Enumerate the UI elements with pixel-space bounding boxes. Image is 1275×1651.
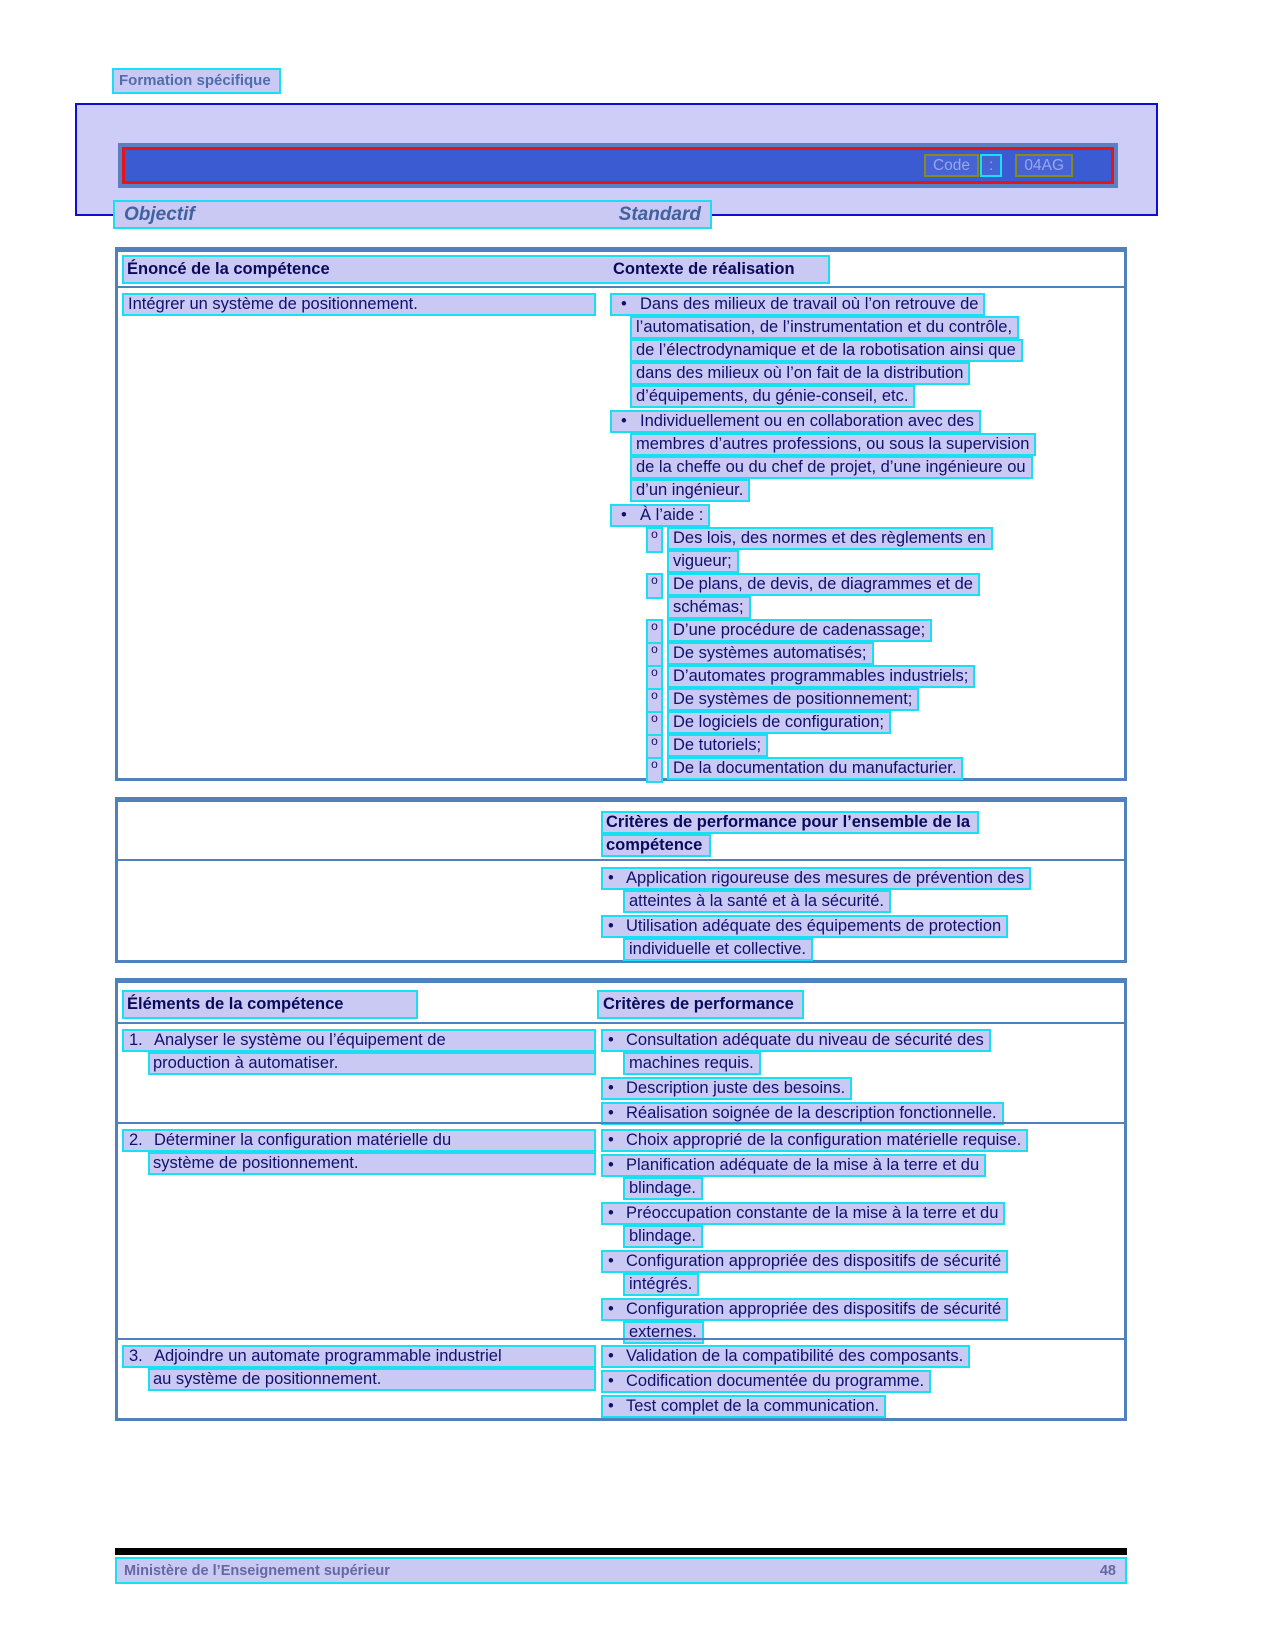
section-label-text: Formation spécifique xyxy=(119,72,271,89)
text-line: 2. Déterminer la configuration matérielle du xyxy=(122,1129,596,1152)
text-line: o D’automates programmables industriels; xyxy=(610,665,1036,688)
sub-bullet-icon: o xyxy=(646,619,663,645)
table1-body xyxy=(118,288,1124,777)
standard-heading: Standard xyxy=(618,203,701,225)
bullet-icon: • xyxy=(608,1372,614,1390)
text-line: • Réalisation soignée de la description fonctionnelle. xyxy=(601,1102,1004,1125)
sub-bullet-icon: o xyxy=(646,688,663,714)
text-line: membres d’autres professions, ou sous la supervision xyxy=(610,433,1036,456)
title-bar xyxy=(118,143,1118,188)
text-line: 1. Analyser le système ou l’équipement de xyxy=(122,1029,596,1052)
footer-bar xyxy=(115,1557,1127,1584)
bullet-icon: • xyxy=(608,917,614,935)
item-number: 3. xyxy=(129,1347,143,1365)
table2-right-cell xyxy=(601,867,1124,961)
table-competence-contexte xyxy=(115,247,1127,781)
sub-bullet-icon: o xyxy=(646,757,663,783)
table1-header-row xyxy=(122,255,830,284)
text-line: au système de positionnement. xyxy=(122,1368,596,1391)
table3-header-left: Éléments de la compétence xyxy=(122,990,418,1019)
text-line: de l’électrodynamique et de la robotisation ainsi que xyxy=(610,339,1036,362)
table1-header-right: Contexte de réalisation xyxy=(613,260,795,278)
sub-bullet-icon: o xyxy=(646,734,663,760)
text-line: • Préoccupation constante de la mise à la terre et du xyxy=(601,1202,1028,1225)
text-line: • Codification documentée du programme. xyxy=(601,1370,970,1393)
table3-left-cell xyxy=(122,1345,596,1391)
table3-rows xyxy=(118,1022,1124,1419)
bullet-icon: • xyxy=(608,1131,614,1149)
table3-header-right: Critères de performance xyxy=(597,990,804,1019)
table3-right-cell xyxy=(601,1129,1028,1344)
text-line: compétence xyxy=(601,834,1124,857)
page-number: 48 xyxy=(1099,1562,1116,1579)
sub-bullet-icon: o xyxy=(646,527,663,553)
text-line: • Consultation adéquate du niveau de sécurité des xyxy=(601,1029,1004,1052)
text-line: 3. Adjoindre un automate programmable industriel xyxy=(122,1345,596,1368)
text-line: o De tutoriels; xyxy=(610,734,1036,757)
sub-bullet-icon: o xyxy=(646,711,663,737)
text-line: • Configuration appropriée des dispositifs de sécurité xyxy=(601,1298,1028,1321)
text-line: dans des milieux où l’on fait de la distribution xyxy=(610,362,1036,385)
bullet-icon: • xyxy=(608,1204,614,1222)
bullet-icon: • xyxy=(621,295,627,313)
text-line: externes. xyxy=(601,1321,1028,1344)
text-line: o De systèmes de positionnement; xyxy=(610,688,1036,711)
table2-header-cell xyxy=(601,811,1124,857)
text-line: • Individuellement ou en collaboration avec des xyxy=(610,410,1036,433)
table3-left-cell xyxy=(122,1129,596,1175)
text-line: • Test complet de la communication. xyxy=(601,1395,970,1418)
text-line: Intégrer un système de positionnement. xyxy=(122,293,596,316)
bullet-icon: • xyxy=(608,1156,614,1174)
section-label xyxy=(112,68,281,94)
table3-left-cell xyxy=(122,1029,596,1075)
footer-rule xyxy=(115,1548,1127,1555)
item-number: 1. xyxy=(129,1031,143,1049)
text-line: o De la documentation du manufacturier. xyxy=(610,757,1036,780)
text-line: Critères de performance pour l’ensemble de la xyxy=(601,811,1124,834)
bullet-icon: • xyxy=(608,1104,614,1122)
table3-right-cell xyxy=(601,1345,970,1418)
bullet-icon: • xyxy=(621,412,627,430)
table-row xyxy=(118,1122,1124,1341)
text-line: • Dans des milieux de travail où l’on retrouve de xyxy=(610,293,1036,316)
bullet-icon: • xyxy=(608,1252,614,1270)
text-line: o De logiciels de configuration; xyxy=(610,711,1036,734)
text-line: • Choix approprié de la configuration matérielle requise. xyxy=(601,1129,1028,1152)
sub-bullet-icon: o xyxy=(646,573,663,599)
table-row xyxy=(118,1338,1124,1419)
text-line: intégrés. xyxy=(601,1273,1028,1296)
text-line: blindage. xyxy=(601,1177,1028,1200)
text-line: vigueur; xyxy=(610,550,1036,573)
text-line: individuelle et collective. xyxy=(601,938,1124,961)
text-line: o De systèmes automatisés; xyxy=(610,642,1036,665)
text-line: blindage. xyxy=(601,1225,1028,1248)
text-line: l’automatisation, de l’instrumentation et du contrôle, xyxy=(610,316,1036,339)
table1-right-cell xyxy=(610,293,1036,780)
sub-bullet-icon: o xyxy=(646,665,663,691)
text-line: système de positionnement. xyxy=(122,1152,596,1175)
bullet-icon: • xyxy=(621,506,627,524)
footer-text: Ministère de l’Enseignement supérieur xyxy=(124,1562,390,1579)
bullet-icon: • xyxy=(608,1347,614,1365)
text-line: atteintes à la santé et à la sécurité. xyxy=(601,890,1124,913)
text-line: • Description juste des besoins. xyxy=(601,1077,1004,1100)
objectif-standard-row xyxy=(113,200,712,229)
objectif-heading: Objectif xyxy=(124,203,195,225)
text-line: machines requis. xyxy=(601,1052,1004,1075)
table3-right-cell xyxy=(601,1029,1004,1125)
text-line: schémas; xyxy=(610,596,1036,619)
text-line: • Validation de la compatibilité des composants. xyxy=(601,1345,970,1368)
text-line: o Des lois, des normes et des règlements en xyxy=(610,527,1036,550)
table-criteres-ensemble xyxy=(115,797,1127,963)
table-elements-criteres xyxy=(115,978,1127,1421)
text-line: • À l’aide : xyxy=(610,504,1036,527)
bullet-icon: • xyxy=(608,1397,614,1415)
bullet-icon: • xyxy=(608,1031,614,1049)
sub-bullet-icon: o xyxy=(646,642,663,668)
table1-header-left: Énoncé de la compétence xyxy=(127,260,330,278)
code-label: Code xyxy=(924,154,979,177)
table1-left-cell xyxy=(122,293,596,316)
text-line: • Planification adéquate de la mise à la terre et du xyxy=(601,1154,1028,1177)
text-line: d’un ingénieur. xyxy=(610,479,1036,502)
code-value: 04AG xyxy=(1015,154,1073,177)
text-line: o D’une procédure de cadenassage; xyxy=(610,619,1036,642)
bullet-icon: • xyxy=(608,1300,614,1318)
text-line: • Application rigoureuse des mesures de prévention des xyxy=(601,867,1124,890)
bullet-icon: • xyxy=(608,869,614,887)
text-line: d’équipements, du génie-conseil, etc. xyxy=(610,385,1036,408)
item-number: 2. xyxy=(129,1131,143,1149)
text-line: de la cheffe ou du chef de projet, d’une ingénieure ou xyxy=(610,456,1036,479)
table2-header-separator xyxy=(118,859,1124,861)
table3-header-row xyxy=(118,983,1124,1022)
text-line: • Configuration appropriée des dispositifs de sécurité xyxy=(601,1250,1028,1273)
code-colon: : xyxy=(980,154,1002,177)
title-bar-inner xyxy=(122,147,1114,184)
text-line: o De plans, de devis, de diagrammes et de xyxy=(610,573,1036,596)
table-row xyxy=(118,1022,1124,1122)
text-line: • Utilisation adéquate des équipements de protection xyxy=(601,915,1124,938)
text-line: production à automatiser. xyxy=(122,1052,596,1075)
bullet-icon: • xyxy=(608,1079,614,1097)
